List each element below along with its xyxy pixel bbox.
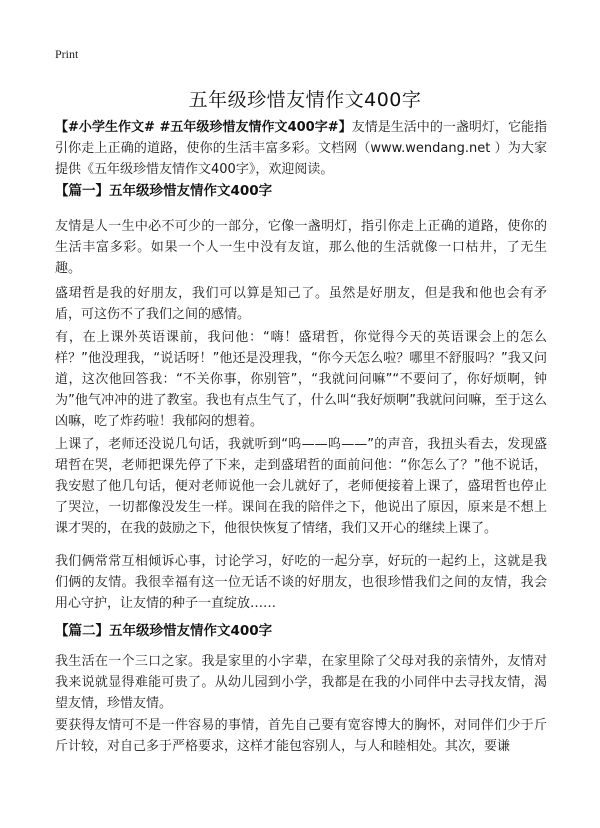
intro-tag: 【#小学生作文# #五年级珍惜友情作文400字#】 xyxy=(55,120,352,135)
paragraph: 上课了，老师还没说几句话，我就听到“呜——呜——”的声音，我扭头看去，发现盛珺哲在哭，老师把课先停了下来，走到盛珺哲的面前问他：“你怎么了？”他不说话，我安慰了他几句话，便对老师说他一会儿就好了，老师便接着上课了，盛珺哲也停止了哭泣，一切都像没发生一样。课间在我的陪伴之下，他说出了原因，原来是不想上课才哭的，在我的鼓励之下，他很快恢复了情绪，我们又开心的继续上课了。 xyxy=(55,437,547,536)
paragraph: 要获得友情可不是一件容易的事情，首先自己要有宽容博大的胸怀，对同伴们少于斤斤计较，对自己多于严格要求，这样才能包容别人，与人和睦相处。其次，要谦 xyxy=(55,718,547,754)
section-heading-2: 【篇二】五年级珍惜友情作文400字 xyxy=(55,623,273,639)
intro-text: 友情是生活中的一盏明灯，它能指引你走上正确的道路，使你的生活丰富多彩。文档网（www.wendang.net ）为大家提供《五年级珍惜友情作文400字》，欢迎阅读。 xyxy=(55,120,547,177)
section-heading-1: 【篇一】五年级珍惜友情作文400字 xyxy=(55,183,273,199)
paragraph: 我生活在一个三口之家。我是家里的小字辈，在家里除了父母对我的亲情外，友情对我来说就显得难能可贵了。从幼儿园到小学，我都是在我的小同伴中去寻找友情，渴望友情，珍惜友情。 xyxy=(55,654,547,711)
paragraph: 有，在上课外英语课前，我问他：“嗨！盛珺哲，你觉得今天的英语课会上的怎么样？”他没理我，“说话呀！”他还是没理我，“你今天怎么啦？哪里不舒服吗？”我又问道，这次他回答我：“不关你事，你别管”，“我就问问嘛”“不要问了，你好烦啊，钟为”他气冲冲的进了教室。我也有点生气了，什么叫“我好烦啊”我就问问嘛，至于这么凶嘛，吃了炸药啦！我郁闷的想着。 xyxy=(55,330,547,429)
paragraph: 盛珺哲是我的好朋友，我们可以算是知己了。虽然是好朋友，但是我和他也会有矛盾，可这伤不了我们之间的感情。 xyxy=(55,286,547,322)
paragraph: 友情是人一生中必不可少的一部分，它像一盏明灯，指引你走上正确的道路，使你的生活丰富多彩。如果一个人一生中没有友谊，那么他的生活就像一口枯井，了无生趣。 xyxy=(55,219,547,276)
intro-paragraph xyxy=(55,117,547,180)
page-title: 五年级珍惜友情作文400字 xyxy=(188,89,422,111)
print-label: Print xyxy=(55,47,79,61)
paragraph: 我们俩常常互相倾诉心事，讨论学习，好吃的一起分享，好玩的一起约上，这就是我们俩的友情。我很幸福有这一位无话不谈的好朋友，也很珍惜我们之间的友情，我会用心守护，让友情的种子一直绽放…… xyxy=(55,554,547,611)
